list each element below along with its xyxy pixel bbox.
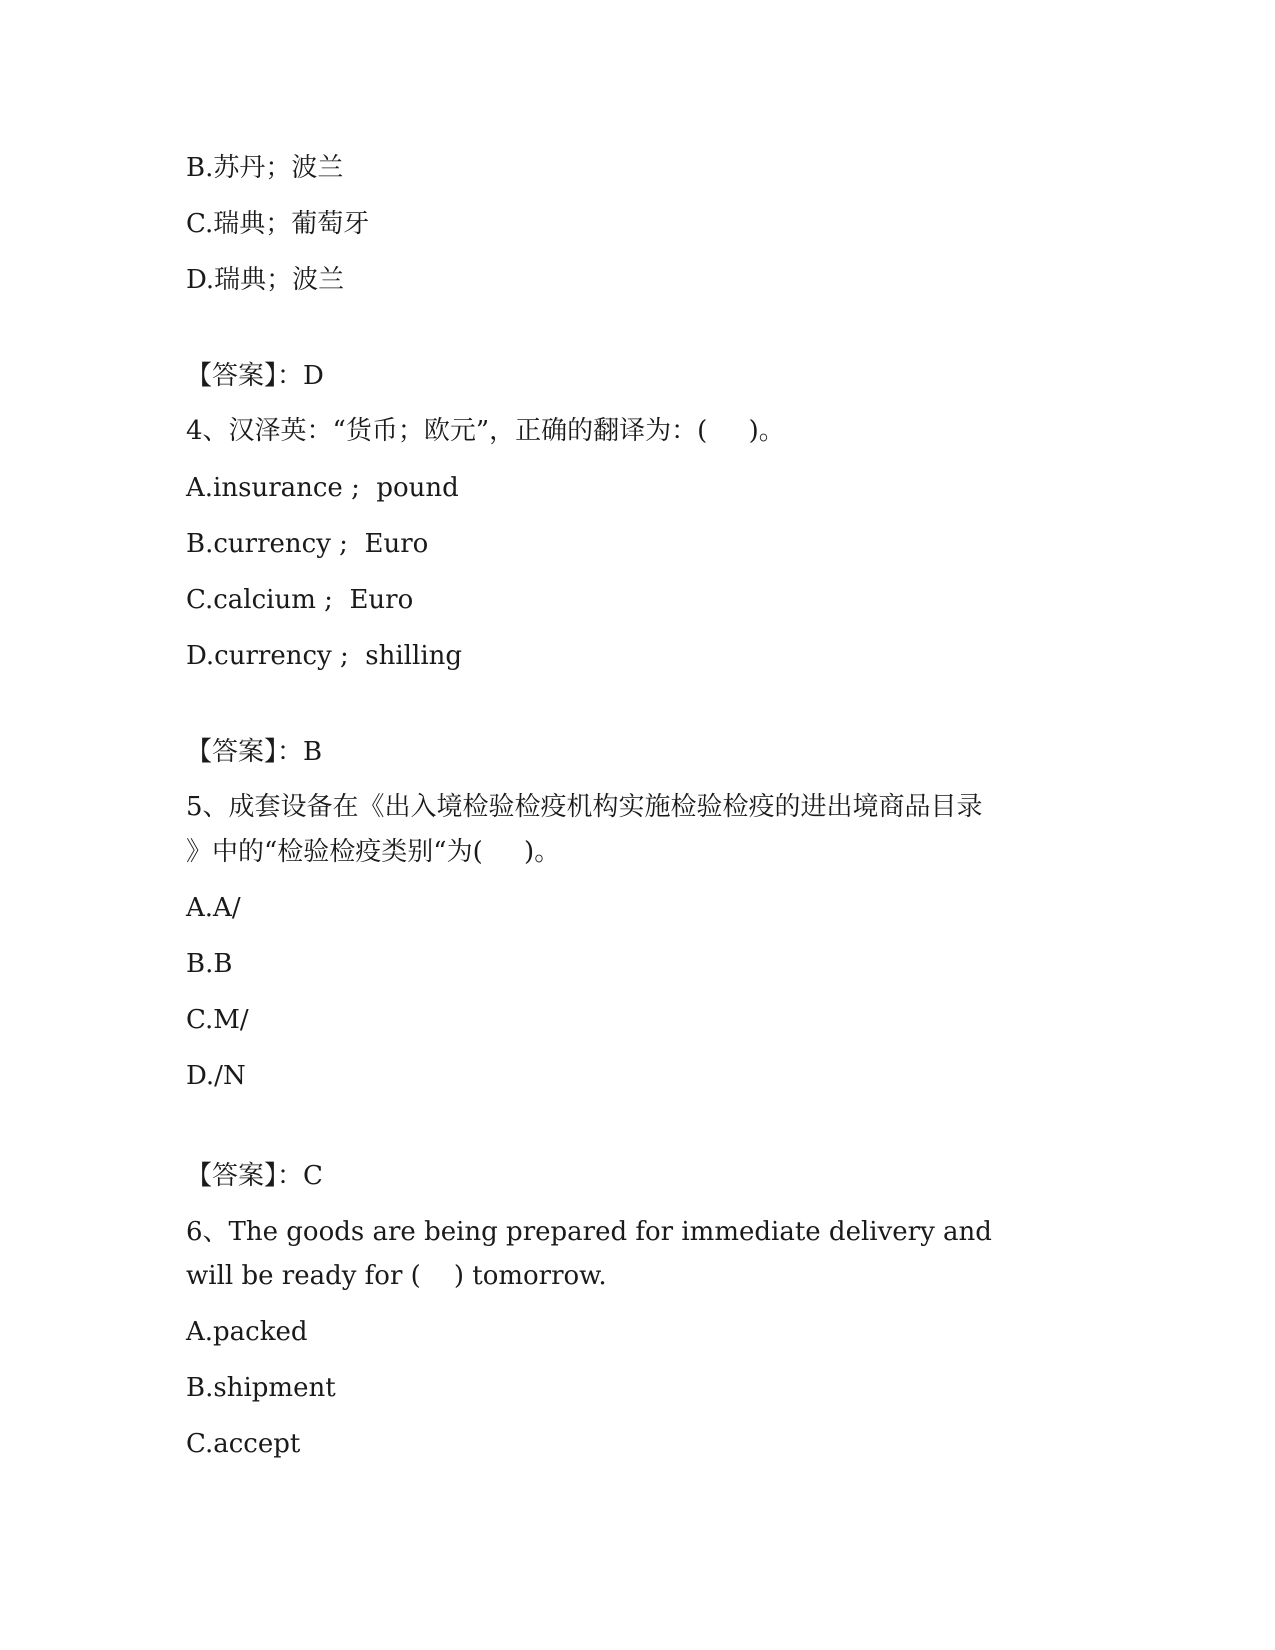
q4-option-d: D.currency ; shilling xyxy=(186,641,463,671)
q5-stem-line-1: 5、成套设备在《出入境检验检疫机构实施检验检疫的进出境商品目录 xyxy=(186,792,983,822)
q5-option-c: C.M/ xyxy=(186,1005,249,1035)
q6-option-a: A.packed xyxy=(186,1317,308,1347)
q5-stem-line-2: 》中的“检验检疫类别“为( )。 xyxy=(186,837,561,867)
q5-option-d: D./N xyxy=(186,1061,246,1091)
q4-stem: 4、汉泽英：“货币；欧元”，正确的翻译为：( )。 xyxy=(186,416,785,446)
q5-answer: 【答案】：C xyxy=(186,1161,323,1191)
q6-option-b: B.shipment xyxy=(186,1373,336,1403)
q6-option-c: C.accept xyxy=(186,1429,301,1459)
q3-option-c: C.瑞典；葡萄牙 xyxy=(186,209,370,239)
q6-stem-line-1: 6、The goods are being prepared for immediate delivery and xyxy=(186,1217,992,1247)
q6-stem-line-2: will be ready for ( ) tomorrow. xyxy=(186,1261,607,1291)
q3-answer: 【答案】：D xyxy=(186,361,324,391)
q4-answer: 【答案】：B xyxy=(186,737,323,767)
q5-option-a: A.A/ xyxy=(186,893,241,923)
q4-option-a: A.insurance ; pound xyxy=(186,473,459,503)
q3-option-b: B.苏丹；波兰 xyxy=(186,153,344,183)
q3-option-d: D.瑞典；波兰 xyxy=(186,265,345,295)
q5-option-b: B.B xyxy=(186,949,233,979)
q4-option-c: C.calcium ; Euro xyxy=(186,585,414,615)
q4-option-b: B.currency ; Euro xyxy=(186,529,429,559)
